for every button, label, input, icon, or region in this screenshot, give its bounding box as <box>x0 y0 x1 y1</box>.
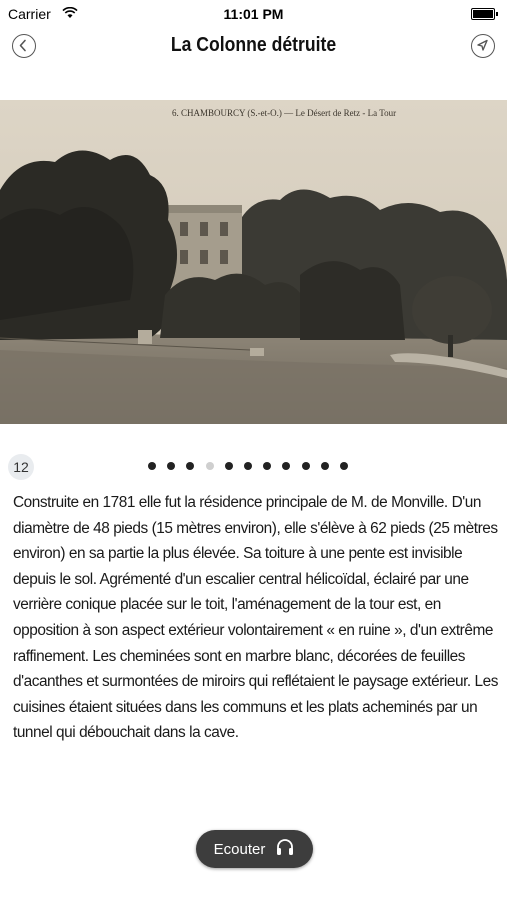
postcard-caption: 6. CHAMBOURCY (S.-et-O.) — Le Désert de Retz - La Tour <box>172 108 397 118</box>
page-dot[interactable] <box>167 462 175 470</box>
page-dot[interactable] <box>340 462 348 470</box>
location-arrow-icon <box>472 35 493 56</box>
headphones-icon <box>275 838 295 860</box>
page-dot[interactable] <box>321 462 329 470</box>
status-bar <box>0 0 507 28</box>
listen-button[interactable] <box>196 830 313 868</box>
page-dot[interactable] <box>225 462 233 470</box>
locate-button[interactable] <box>471 34 495 58</box>
page-dot[interactable] <box>148 462 156 470</box>
battery-icon <box>471 8 495 20</box>
stop-description: Construite en 1781 elle fut la résidence principale de M. de Monville. D'un diamètre de 48 pieds (15 mètres environ), elle s'élève à 62 pieds (25 mètres environ) en sa partie la plus élevée. Sa toiture à une pente est invisible depuis le sol. Agrémenté d'un escalier central hélicoïdal, éclairé par une verrière conique placée sur le toit, l'aménagement de la tour est, en opposition à son aspect extérieur volontairement « en ruine », d'un extrême raffinement. Les cheminées sont en marbre blanc, décorées de feuilles d'acanthes et surmontées de miroirs qui reflétaient le paysage extérieur. Les cuisines étaient situées dans les communs et les plats acheminés par un tunnel qui débouchait dans la cave. <box>13 494 499 742</box>
page-dot[interactable] <box>282 462 290 470</box>
page-dot[interactable] <box>244 462 252 470</box>
page-title: La Colonne détruite <box>170 34 337 56</box>
historic-postcard-image <box>0 100 507 424</box>
listen-button-label: Ecouter <box>213 840 266 858</box>
navigation-bar <box>0 28 507 68</box>
status-time: 11:01 PM <box>223 6 284 22</box>
back-button[interactable] <box>12 34 36 58</box>
page-dot[interactable] <box>186 462 194 470</box>
page-dot-current[interactable] <box>206 462 214 470</box>
carrier-label: Carrier <box>8 6 51 22</box>
page-dot[interactable] <box>263 462 271 470</box>
page-indicator[interactable] <box>148 462 348 472</box>
page-dot[interactable] <box>302 462 310 470</box>
chevron-left-icon <box>13 35 34 56</box>
stop-number-badge: 12 <box>8 454 34 480</box>
